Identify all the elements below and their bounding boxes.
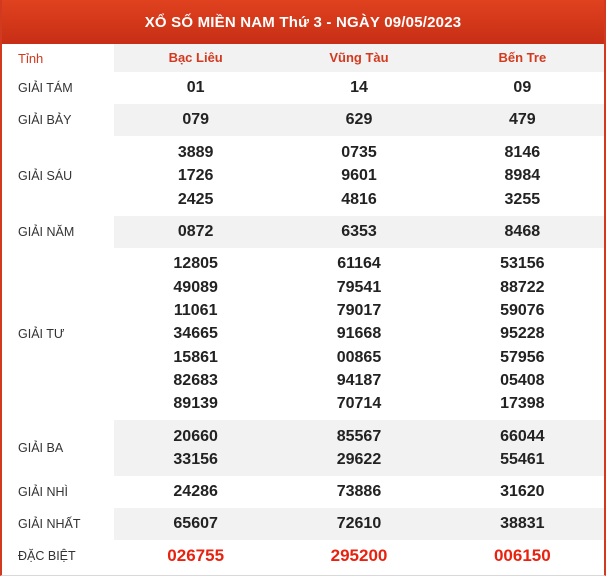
- province-bac-lieu[interactable]: Bạc Liêu: [114, 44, 277, 72]
- prize-number: 66044: [500, 427, 545, 445]
- prize-number: 94187: [336, 371, 382, 389]
- prize-number: 9601: [341, 167, 377, 185]
- prize-number: 15861: [173, 348, 218, 366]
- prize-cell: [441, 540, 604, 572]
- prize-number: 57956: [500, 348, 545, 366]
- results-table: [2, 44, 604, 572]
- prize-cell: [114, 216, 277, 248]
- prize-cell: [441, 476, 604, 508]
- prize-label: GIẢI BA: [2, 420, 114, 476]
- prize-number: 2425: [177, 190, 214, 208]
- prize-number: 61164: [337, 255, 381, 273]
- prize-cell: [277, 420, 440, 476]
- prize-number: 12805: [173, 255, 218, 273]
- prize-cell: [277, 136, 440, 216]
- prize-number: 91668: [336, 325, 382, 343]
- prize-cell: [114, 104, 277, 136]
- prize-number: 24286: [173, 483, 218, 501]
- prize-number: 026755: [167, 546, 225, 566]
- prize-cell: [114, 420, 277, 476]
- prize-number: 79541: [336, 278, 382, 296]
- prize-row: [2, 216, 604, 248]
- page-title: XỔ SỐ MIỀN NAM Thứ 3 - NGÀY 09/05/2023: [2, 0, 604, 44]
- prize-number: 73886: [336, 483, 382, 501]
- prize-number: 6353: [341, 223, 377, 241]
- prize-cell: [441, 248, 604, 420]
- prize-label: GIẢI NĂM: [2, 216, 114, 248]
- prize-cell: [441, 508, 604, 540]
- prize-number: 17398: [500, 395, 545, 413]
- prize-number: 3255: [504, 190, 541, 208]
- prize-number: 479: [508, 111, 536, 129]
- prize-cell: [277, 540, 440, 572]
- prize-cell: [277, 72, 440, 104]
- prize-label: GIẢI SÁU: [18, 169, 73, 183]
- prize-number: 55461: [500, 451, 545, 468]
- prize-number: 53156: [500, 255, 545, 273]
- prize-number: 629: [345, 111, 373, 129]
- prize-number: 295200: [330, 546, 388, 566]
- prize-number: 65607: [173, 515, 218, 533]
- prize-label: GIẢI NHẤT: [2, 508, 114, 540]
- prize-label: GIẢI NHÌ: [18, 485, 69, 499]
- prize-number: 11061: [173, 302, 218, 320]
- prize-cell: [441, 104, 604, 136]
- prize-cell: [277, 104, 440, 136]
- prize-number: 88722: [500, 278, 545, 296]
- prize-row: [2, 508, 604, 540]
- prize-number: 79017: [336, 302, 382, 320]
- prize-row: [2, 72, 604, 104]
- prize-row: [2, 420, 604, 476]
- province-vung-tau[interactable]: Vũng Tàu: [277, 44, 440, 72]
- prize-cell: [114, 508, 277, 540]
- prize-number: 72610: [336, 515, 382, 533]
- prize-cell: [441, 216, 604, 248]
- prize-cell: [114, 72, 277, 104]
- prize-number: 1726: [177, 167, 214, 185]
- province-ben-tre[interactable]: Bến Tre: [441, 44, 604, 72]
- prize-label: GIẢI BẢY: [2, 104, 114, 136]
- prize-cell: [441, 420, 604, 476]
- prize-number: 079: [182, 111, 210, 129]
- prize-cell: [114, 136, 277, 216]
- prize-number: 49089: [173, 278, 218, 296]
- prize-cell: [114, 476, 277, 508]
- prize-number: 05408: [500, 371, 545, 389]
- prize-cell: [114, 540, 277, 572]
- prize-cell: [277, 508, 440, 540]
- prize-number: 70714: [336, 395, 382, 413]
- prize-label: GIẢI TÁM: [18, 81, 73, 95]
- prize-number: 0735: [341, 144, 377, 162]
- prize-row: [2, 540, 604, 572]
- prize-number: 82683: [173, 371, 218, 389]
- prize-label: GIẢI TƯ: [18, 327, 65, 341]
- prize-cell: [114, 248, 277, 420]
- prize-number: 29622: [336, 451, 382, 468]
- province-column-label: Tỉnh: [2, 44, 114, 72]
- prize-number: 8146: [504, 144, 541, 162]
- prize-number: 09: [513, 79, 532, 97]
- prize-number: 8984: [504, 167, 541, 185]
- prize-row: [2, 104, 604, 136]
- prize-number: 4816: [341, 190, 377, 208]
- prize-number: 34665: [173, 325, 218, 343]
- prize-number: 95228: [500, 325, 545, 343]
- prize-number: 20660: [173, 427, 218, 445]
- prize-number: 00865: [336, 348, 382, 366]
- prize-cell: [277, 216, 440, 248]
- prize-row: [2, 136, 604, 216]
- prize-number: 8468: [504, 223, 541, 241]
- prize-cell: [441, 136, 604, 216]
- prize-row: [2, 476, 604, 508]
- prize-number: 89139: [173, 395, 218, 413]
- prize-number: 33156: [173, 451, 218, 468]
- prize-number: 85567: [336, 427, 382, 445]
- prize-number: 3889: [177, 144, 214, 162]
- prize-label: ĐẶC BIỆT: [18, 549, 76, 563]
- table-header-row: [2, 44, 604, 72]
- prize-cell: [277, 476, 440, 508]
- prize-number: 14: [350, 79, 368, 97]
- prize-number: 0872: [177, 223, 214, 241]
- prize-row: [2, 248, 604, 420]
- prize-number: 01: [186, 79, 205, 97]
- prize-number: 38831: [500, 515, 545, 533]
- prize-number: 31620: [500, 483, 545, 501]
- prize-number: 006150: [493, 546, 551, 566]
- prize-cell: [441, 72, 604, 104]
- prize-number: 59076: [500, 302, 545, 320]
- prize-cell: [277, 248, 440, 420]
